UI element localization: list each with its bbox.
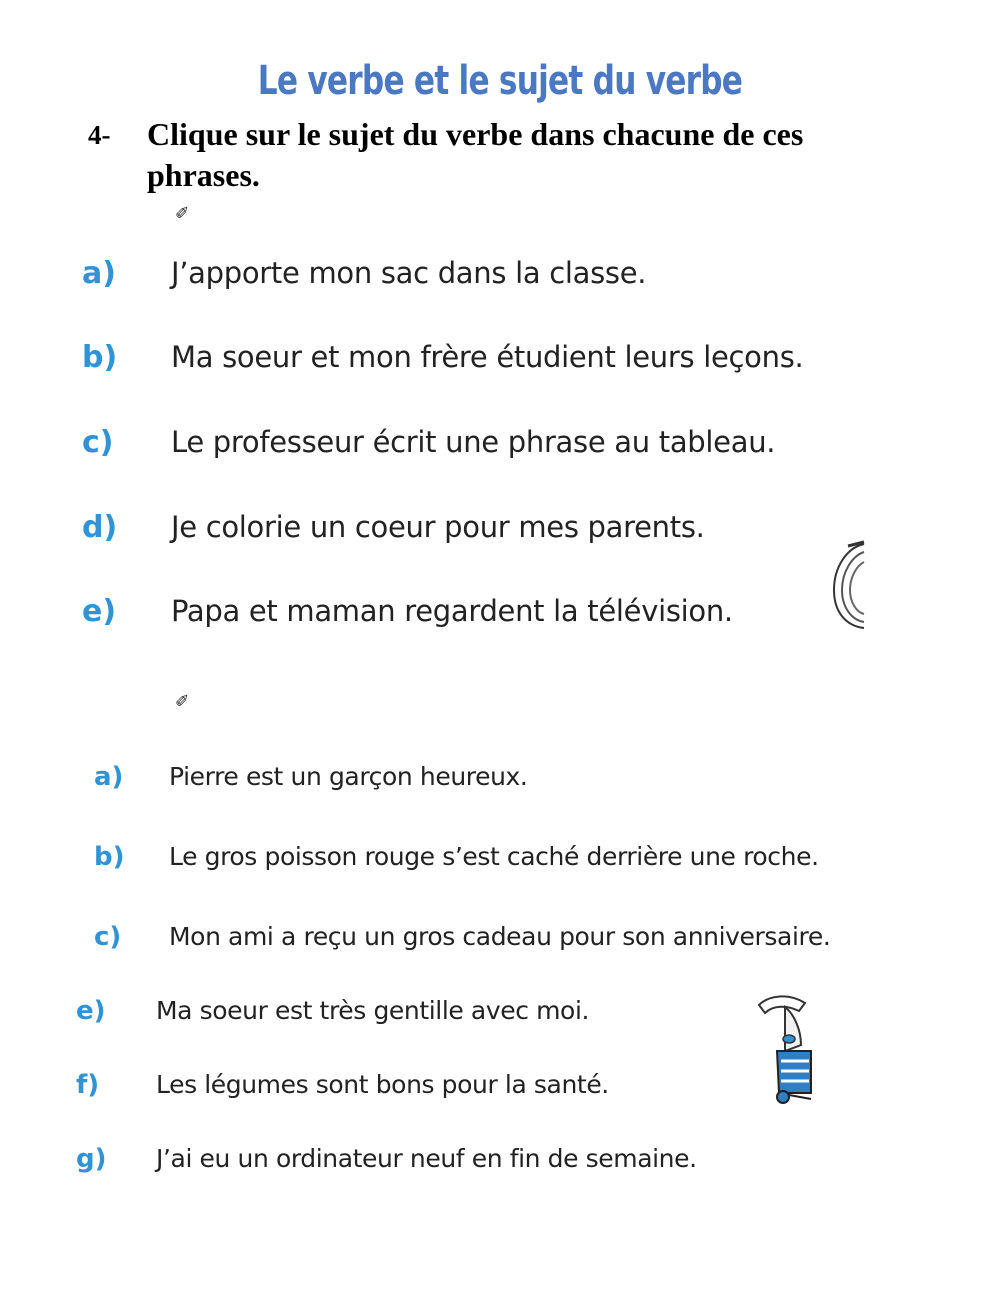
sentence-text[interactable]: Les légumes sont bons pour la santé.: [156, 1070, 609, 1099]
mascot-illustration: [828, 540, 868, 632]
sentence-text[interactable]: Mon ami a reçu un gros cadeau pour son anniversaire.: [169, 922, 831, 951]
sentence-label: c): [94, 922, 122, 952]
sentence-label: d): [82, 510, 118, 545]
page-title: Le verbe et le sujet du verbe: [257, 58, 743, 104]
sentence-text[interactable]: Le gros poisson rouge s’est caché derrière une roche.: [169, 842, 819, 871]
sentence-text[interactable]: Le professeur écrit une phrase au tableau.: [171, 425, 776, 459]
sentence-label: f): [76, 1070, 100, 1100]
sentence-item: [0, 996, 1000, 1036]
sentence-text[interactable]: Ma soeur est très gentille avec moi.: [156, 996, 590, 1025]
sentence-text[interactable]: Ma soeur et mon frère étudient leurs leçons.: [171, 340, 804, 374]
sentence-label: b): [94, 842, 125, 872]
sentence-label: a): [82, 256, 116, 291]
sentence-text[interactable]: J’apporte mon sac dans la classe.: [171, 256, 647, 290]
sentence-item: [0, 762, 1000, 802]
sentence-label: g): [76, 1144, 107, 1174]
sentence-label: b): [82, 340, 118, 375]
sentence-item: [0, 922, 1000, 962]
sentence-label: e): [82, 594, 117, 629]
sentence-text[interactable]: Pierre est un garçon heureux.: [169, 762, 528, 791]
sentence-item: [0, 1144, 1000, 1184]
sentence-item: [0, 340, 1000, 380]
pencil-icon: ✐: [175, 204, 190, 224]
pencil-icon: ✐: [175, 692, 190, 712]
sentence-item: [0, 256, 1000, 296]
sentence-label: a): [94, 762, 124, 792]
exercise-instruction: Clique sur le sujet du verbe dans chacune de ces phrases.: [147, 116, 804, 193]
sentence-item: [0, 1070, 1000, 1110]
sentence-label: e): [76, 996, 106, 1026]
exercise-number: 4-: [88, 120, 111, 150]
mascot-illustration: [755, 995, 813, 1107]
sentence-item: [0, 425, 1000, 465]
sentence-text[interactable]: Papa et maman regardent la télévision.: [171, 594, 733, 628]
sentence-label: c): [82, 425, 114, 460]
sentence-text[interactable]: J’ai eu un ordinateur neuf en fin de semaine.: [156, 1144, 697, 1173]
sentence-text[interactable]: Je colorie un coeur pour mes parents.: [171, 510, 705, 544]
sentence-item: [0, 842, 1000, 882]
